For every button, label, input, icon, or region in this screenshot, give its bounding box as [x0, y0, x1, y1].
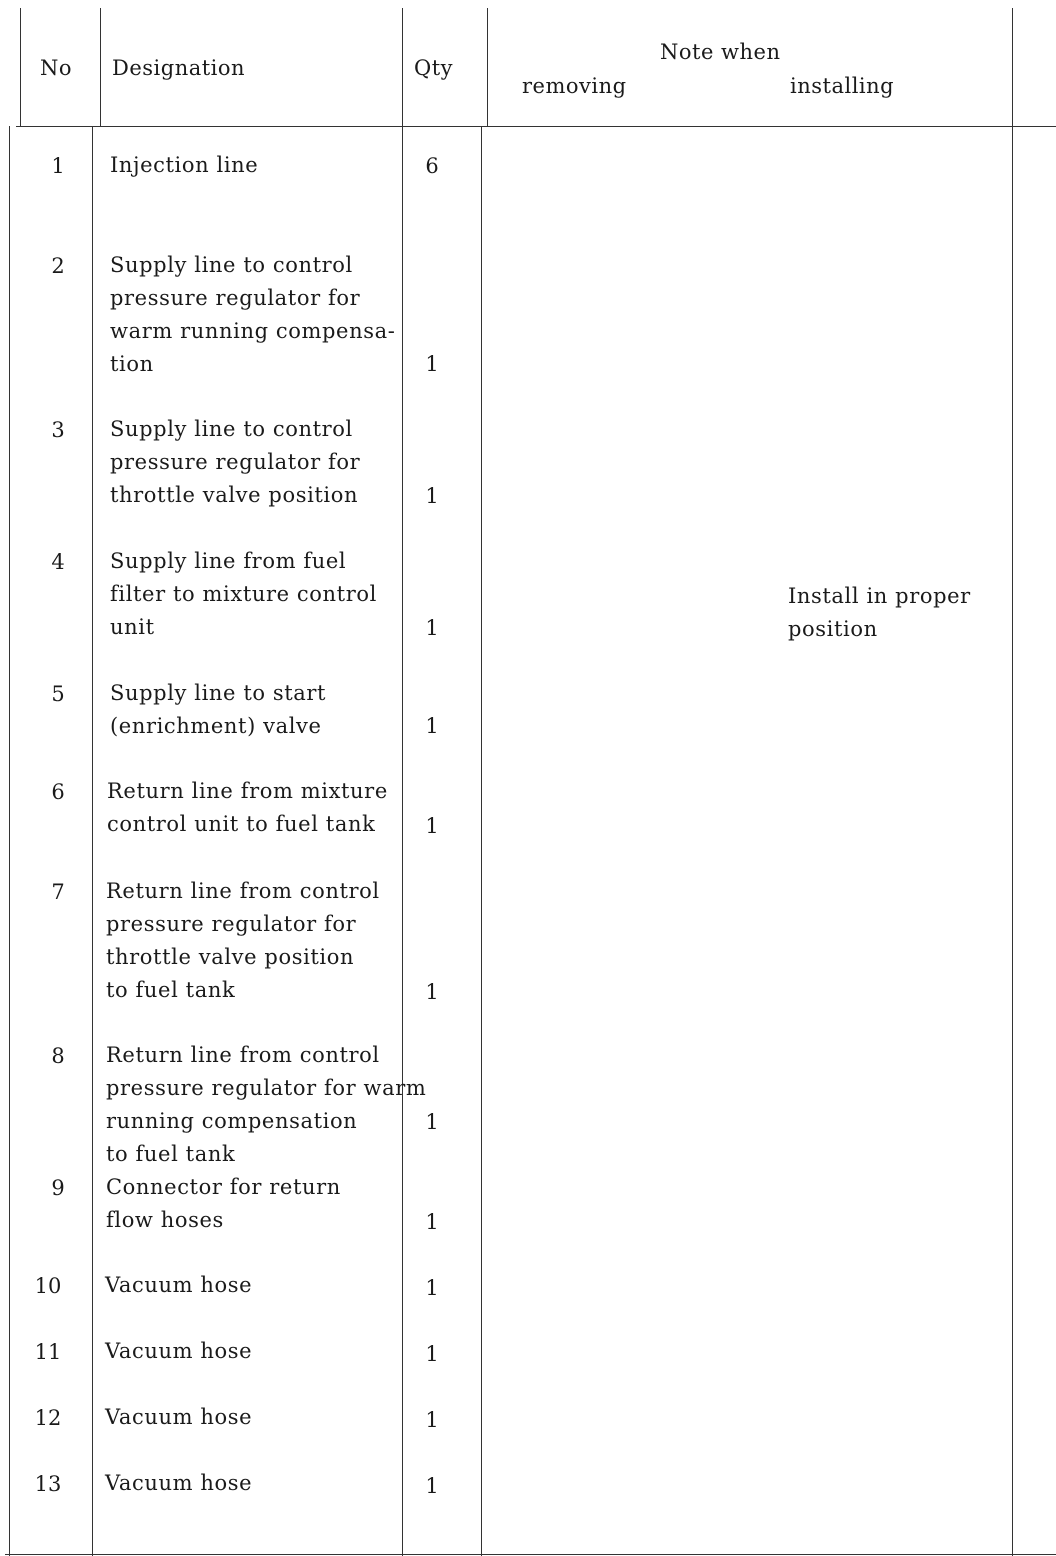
header-removing: removing [522, 74, 627, 98]
row-designation: Vacuum hose [105, 1471, 253, 1495]
row-qty: 1 [425, 814, 439, 838]
row-no: 3 [51, 418, 65, 442]
row-qty: 1 [425, 1276, 439, 1300]
row-no: 1 [51, 154, 65, 178]
row-no: 2 [51, 254, 65, 278]
row-qty: 1 [425, 616, 439, 640]
row-no: 4 [51, 550, 65, 574]
row-qty: 1 [425, 352, 439, 376]
row-qty: 1 [425, 714, 439, 738]
row-designation: Supply line to start (enrichment) valve [110, 681, 327, 738]
header-qty: Qty [414, 56, 454, 80]
header-no: No [40, 56, 73, 80]
row-designation: Vacuum hose [105, 1405, 253, 1429]
row-no: 9 [51, 1176, 65, 1200]
table-left-border-lower [9, 126, 10, 1556]
row-designation: Supply line from fuel filter to mixture control unit [110, 549, 377, 639]
row-no: 11 [34, 1340, 62, 1364]
row-qty: 1 [425, 484, 439, 508]
row-designation: Connector for return flow hoses [106, 1175, 341, 1232]
column-divider-designation [402, 8, 403, 1556]
row-designation: Vacuum hose [105, 1339, 253, 1363]
row-no: 5 [51, 682, 65, 706]
row-designation: Supply line to control pressure regulator for warm running compensa- tion [110, 253, 396, 376]
table-bottom-border [5, 1554, 1056, 1555]
row-designation: Return line from mixture control unit to fuel tank [107, 779, 388, 836]
column-divider-qty-lower [481, 126, 482, 1556]
row-qty: 1 [425, 1110, 439, 1134]
row-designation: Return line from control pressure regulator for throttle valve position to fuel tank [106, 879, 380, 1002]
row-qty: 6 [425, 154, 439, 178]
row-qty: 1 [425, 1474, 439, 1498]
row-qty: 1 [425, 1210, 439, 1234]
row-qty: 1 [425, 1342, 439, 1366]
row-no: 13 [34, 1472, 62, 1496]
column-divider-qty [487, 8, 488, 126]
header-note-when: Note when [660, 40, 781, 64]
row-designation: Supply line to control pressure regulator for throttle valve position [110, 417, 361, 507]
header-underline [16, 126, 1056, 127]
column-divider-no [100, 8, 101, 126]
row-designation: Injection line [110, 153, 259, 177]
header-designation: Designation [112, 56, 246, 80]
row-designation: Return line from control pressure regulator for warm running compensation to fuel tank [106, 1043, 427, 1166]
column-divider-no-lower [92, 126, 93, 1556]
installing-note: Install in proper position [788, 584, 971, 641]
table-left-border [20, 8, 21, 126]
table-right-border [1012, 8, 1013, 1556]
row-qty: 1 [425, 1408, 439, 1432]
header-installing: installing [790, 74, 895, 98]
row-qty: 1 [425, 980, 439, 1004]
row-no: 7 [51, 880, 65, 904]
row-no: 10 [34, 1274, 62, 1298]
row-no: 6 [51, 780, 65, 804]
row-no: 8 [51, 1044, 65, 1068]
row-no: 12 [34, 1406, 62, 1430]
row-designation: Vacuum hose [105, 1273, 253, 1297]
